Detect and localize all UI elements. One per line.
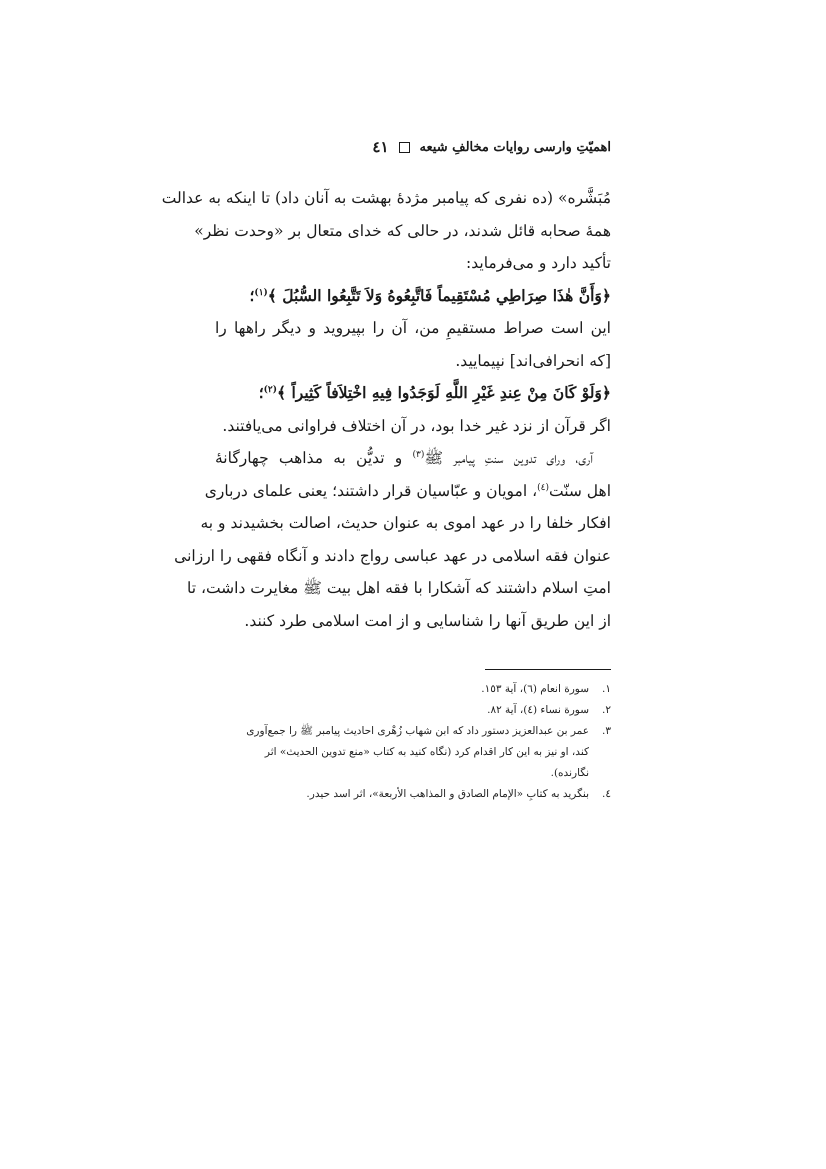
paragraph-line: مُبَشَّره» (ده نفرى كه پيامبر مژدهٔ بهشت به آنان داد) تا اينكه به عدالت: [161, 189, 611, 207]
translation-line: اين است صراط مستقيمِ من، آن را بپيرويد و ديگر راهها را: [215, 319, 611, 337]
footnote-ref: (٢): [263, 384, 278, 395]
footnote: [215, 721, 611, 784]
running-header: [215, 138, 611, 156]
square-bullet-icon: [399, 142, 410, 153]
footnote-separator: [485, 669, 611, 670]
footnotes: [215, 679, 611, 805]
footnote-text: سورة انعام (٦)، آية ١٥٣.: [481, 683, 589, 695]
footnote: [215, 784, 611, 805]
paragraph-line: تأكيد دارد و مى‌فرمايد:: [466, 254, 611, 272]
verse-suffix: ؛: [249, 285, 255, 305]
page-number: ٤١: [372, 138, 389, 156]
translation-line: اگر قرآن از نزد غير خدا بود، در آن اختلاف فراوانى مى‌يافتند.: [222, 416, 611, 435]
footnote-body: [215, 721, 589, 784]
footnote-text: سورة نساء (٤)، آية ٨٢.: [487, 704, 589, 716]
paragraph-line: [215, 442, 611, 475]
body-text: [161, 182, 611, 637]
text-run: اهل سنّت: [548, 481, 611, 500]
footnote-ref: (٣): [412, 449, 425, 460]
quran-verse: [215, 280, 611, 313]
paragraph-line: امتِ اسلام داشتند كه آشكارا با فقه اهل بيت ﷺ مغايرت داشت، تا: [186, 579, 611, 597]
verse-suffix: ؛: [258, 383, 264, 402]
header-title: اهميّتِ وارسى روايات مخالفِ شيعه: [419, 139, 611, 155]
footnote-text: نگارنده).: [550, 767, 589, 779]
footnote: [215, 679, 611, 700]
verse-text: ﴿وَلَوْ كَانَ مِنْ عِندِ غَيْرِ اللَّهِ لَوَجَدُوا فِيهِ اخْتِلاَفاً كَثِيراً ﴾: [277, 383, 611, 402]
footnote-text: كند، او نيز به اين كار اقدام كرد (نگاه كنيد به كتاب «منع تدوين الحديث» اثر: [264, 746, 589, 758]
paragraph-line: [204, 475, 611, 508]
footnote: [215, 700, 611, 721]
text-run: و تديُّن به مذاهب چهارگانهٔ: [215, 449, 403, 467]
footnote-ref: (١): [254, 287, 268, 298]
footnote-number: ٢.: [602, 704, 611, 716]
verse-text: ﴿وَأَنَّ هٰذَا صِرَاطِي مُسْتَقِيماً فَاتَّبِعُوهُ وَلاَ تَتَّبِعُوا السُّبُلَ ﴾: [267, 285, 611, 305]
paragraph-line: همهٔ صحابه قائل شدند، در حالى كه خداى متعال بر «وحدت نظر»: [194, 221, 611, 240]
translation-line: [كه انحرافى‌اند] نپيماييد.: [455, 351, 611, 370]
paragraph-line: افكار خلفا را در عهد اموى به عنوان حديث، اصالت بخشيدند و به: [200, 514, 611, 532]
footnote-number: ٣.: [602, 725, 611, 737]
footnote-number: ١.: [602, 683, 611, 695]
footnote-text: عمر بن عبدالعزيز دستور داد كه ابن شهاب زُهْرى احاديث پيامبر ﷺ را جمع‌آورى: [246, 725, 589, 737]
footnote-ref: (٤): [537, 482, 549, 493]
text-run: آرى، وراى تدوين سنتِ پيامبر ﷺ: [424, 449, 593, 467]
footnote-number: ٤.: [602, 788, 611, 800]
paragraph-line: عنوان فقه اسلامى در عهد عباسى رواج دادند و آنگاه فقهى را ارزانى: [174, 546, 611, 565]
text-run: ، امويان و عبّاسيان قرار داشتند؛ يعنى علماى دربارى: [204, 481, 538, 500]
paragraph-line: از اين طريق آنها را شناسايى و از امت اسلامى طرد كنند.: [244, 611, 611, 630]
quran-verse: [215, 377, 611, 410]
footnote-text: بنگريد به كتابِ «الإمام الصادق و المذاهب الأربعة»، اثر اسد حيدر.: [306, 788, 589, 800]
